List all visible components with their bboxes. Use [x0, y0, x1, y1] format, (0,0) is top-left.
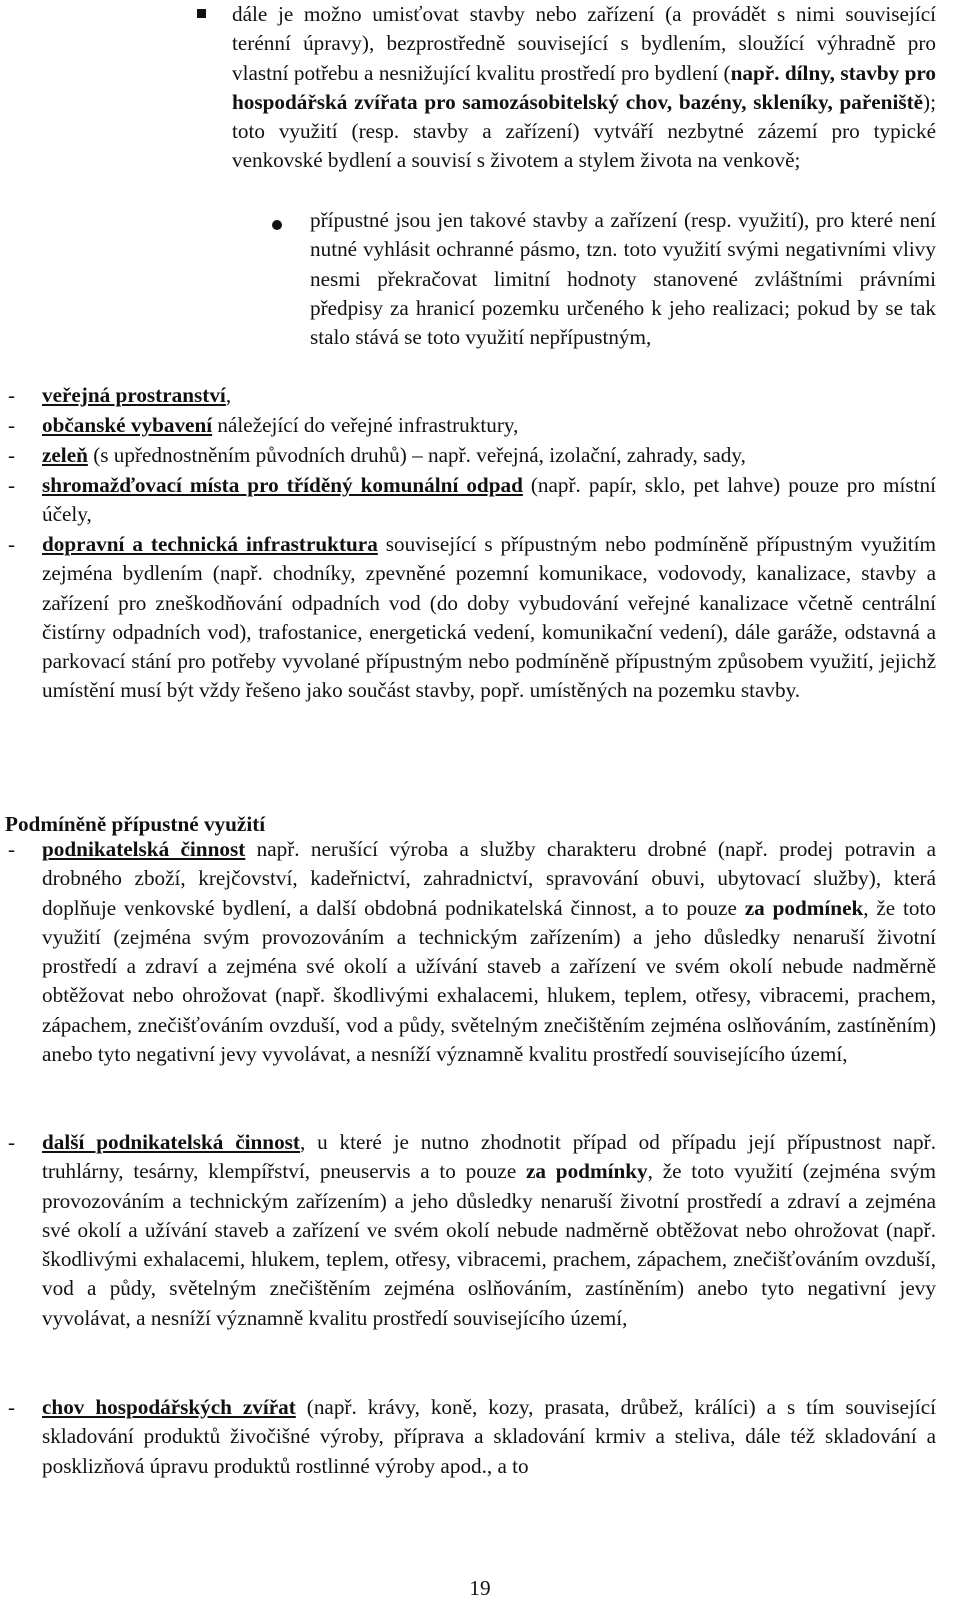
item-dopravni-infrastruktura: dopravní a technická infrastruktura související s přípustným nebo podmíněně přípustným využitím zejména bydlením (např. chodníky, zpevněné pozemní komunikace, vodovody, kanalizace, stavby a zařízení pro zneškodňování odpadních vod (do doby vybudování veřejné kanalizace včetně centrální čistírny odpadních vod), trafostanice, energetická vedení, komunikační vedení), dále garáže, odstavná a parkovací stání pro potřeby vyvolané přípustným nebo podmíněně přípustným způsobem využití, jejichž umístění musí být vždy řešeno jako součást stavby, popř. umístěných na pozemku stavby.: [42, 532, 936, 703]
item-chov-zvirat: chov hospodářských zvířat (např. krávy, koně, kozy, prasata, drůbež, králíci) a s tím související skladování produktů živočišné výroby, příprava a skladování krmiv a steliva, dále též skladování a posklizňová úpravu produktů rostlinné výroby apod., a to: [42, 1395, 936, 1478]
item-dalsi-podnikatelska-cinnost: další podnikatelská činnost, u které je nutno zhodnotit případ od případu její přípustnost např. truhlárny, tesárny, klempířství, pneuservis a to pouze za podmínky, že toto využití (zejména svým provozováním a technickým zařízením) a jeho důsledky nenaruší životní prostředí a zdraví a zejména své okolí a užívání staveb a zařízení ve svém okolí nebude nadměrně obtěžovat nebo ohrožovat (např. škodlivými exhalacemi, hlukem, teplem, otřesy, vibracemi, prachem, zápachem, znečišťováním ovzduší, vod a půdy, světelným znečištěním zejména oslňováním, zastíněním) anebo tyto negativní jevy vyvolávat, a nesníží významně kvalitu prostředí souvisejícího území,: [42, 1130, 936, 1330]
dash-marker: -: [8, 1395, 16, 1419]
item-verejna-prostranstvi: veřejná prostranství,: [42, 383, 232, 407]
dash-marker: -: [8, 473, 16, 497]
square-bullet-icon: [197, 9, 206, 18]
dash-marker: -: [8, 413, 16, 437]
paragraph-pripustne-stavby: přípustné jsou jen takové stavby a zařízení (resp. využití), pro které není nutné vyhlásit ochranné pásmo, tzn. toto využití svými negativními vlivy nesmi překračovat limitní hodnoty stanovené zvláštními právními předpisy za hranicí pozemku určeného k jeho realizaci; pokud by se tak stalo stává se toto využití nepřípustným,: [310, 208, 936, 350]
dash-marker: -: [8, 532, 16, 556]
section-heading: Podmíněně přípustné využití: [5, 812, 266, 836]
page-number: 19: [469, 1576, 491, 1600]
round-bullet-icon: [272, 220, 282, 230]
dash-marker: -: [8, 837, 16, 861]
item-shromazdovaci-mista: shromažďovací místa pro tříděný komunální odpad (např. papír, sklo, pet lahve) pouze pro místní účely,: [42, 473, 936, 527]
dash-marker: -: [8, 443, 16, 467]
dash-marker: -: [8, 383, 16, 407]
item-obcanske-vybaveni: občanské vybavení náležející do veřejné infrastruktury,: [42, 413, 519, 437]
item-zelen: zeleň (s upřednostněním původních druhů) – např. veřejná, izolační, zahrady, sady,: [42, 443, 746, 467]
paragraph-stavby-zazemi: dále je možno umisťovat stavby nebo zařízení (a provádět s nimi související terénní úpravy), bezprostředně související s bydlením, sloužící výhradně pro vlastní potřebu a nesnižující kvalitu prostředí pro bydlení (např. dílny, stavby pro hospodářská zvířata pro samozásobitelský chov, bazény, skleníky, pařeniště); toto využití (resp. stavby a zařízení) vytváří nezbytné zázemí pro typické venkovské bydlení a souvisí s životem a stylem života na venkově;: [232, 2, 937, 173]
item-podnikatelska-cinnost: podnikatelská činnost např. nerušící výroba a služby charakteru drobné (např. prodej potravin a drobného zboží, krejčovství, kadeřnictví, zahradnictví, spravování obuvi, ubytovací služby), která doplňuje venkovské bydlení, a další obdobná podnikatelská činnost, a to pouze za podmínek, že toto využití (zejména svým provozováním a technickým zařízením) a jeho důsledky nenaruší životní prostředí a zdraví a zejména své okolí a užívání staveb a zařízení ve svém okolí nebude nadměrně obtěžovat nebo ohrožovat (např. škodlivými exhalacemi, hlukem, teplem, otřesy, vibracemi, prachem, zápachem, znečišťováním ovzduší, vod a půdy, světelným znečištěním zejména oslňováním, zastíněním) anebo tyto negativní jevy vyvolávat, a nesníží významně kvalitu prostředí souvisejícího území,: [42, 837, 936, 1067]
dash-marker: -: [8, 1130, 16, 1154]
